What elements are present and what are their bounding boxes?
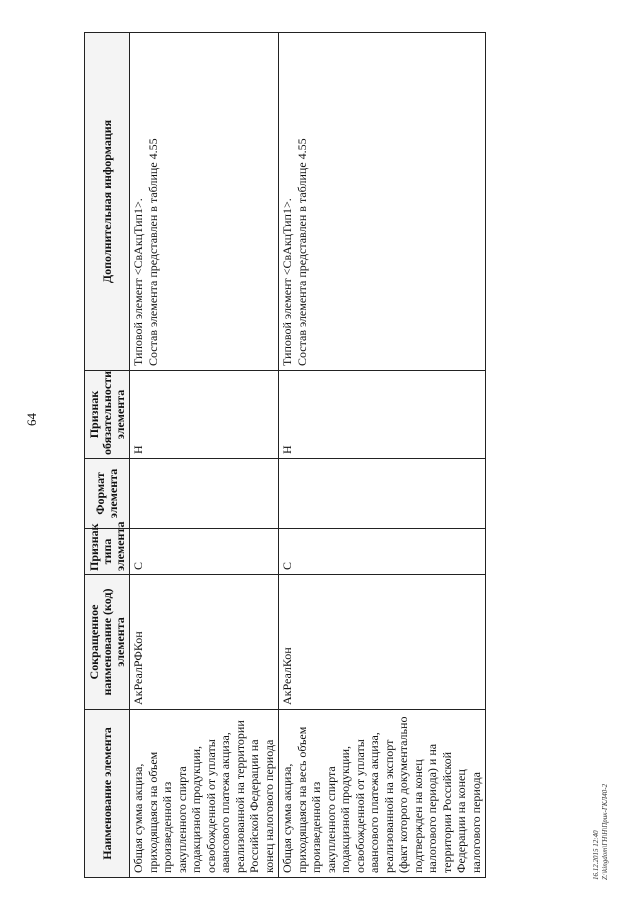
- info-line-2: Состав элемента представлен в таблице 4.55: [145, 138, 160, 366]
- header-code: Сокращенное наименование (код) элемента: [85, 575, 130, 710]
- cell-info: [279, 33, 486, 371]
- info-line-1: Типовой элемент <СвАкцТип1>.: [131, 198, 145, 366]
- stamp-date: 16.12.2015 12:40: [592, 830, 600, 880]
- cell-type: С: [279, 529, 486, 575]
- cell-code: АкРеалРФКон: [130, 575, 279, 710]
- elements-table: [84, 32, 486, 878]
- header-required: Признак обязательности элемента: [85, 371, 130, 459]
- info-line-1: Типовой элемент <СвАкцТип1>.: [280, 198, 294, 366]
- table-row: [130, 33, 279, 878]
- header-type: Признак типа элемента: [85, 529, 130, 575]
- cell-type: С: [130, 529, 279, 575]
- info-line-2: Состав элемента представлен в таблице 4.55: [294, 138, 309, 366]
- stamp-path: Z:\kingdom\ГН\Н\Прик-ГКЛ40-2: [601, 783, 609, 880]
- file-stamp: [592, 784, 610, 880]
- cell-format: [130, 459, 279, 529]
- cell-required: Н: [130, 371, 279, 459]
- cell-name: Общая сумма акциза, приходящаяся на весь объем произведенной из закупленного спирта подакцизной продукции, освобожденной от уплаты авансового платежа акциза, реализованной на экспорт (факт которого документально подтвержден на конец налогового периода) и на территории Российской Федерации на конец налогового периода: [279, 710, 486, 878]
- page-number: 64: [24, 413, 39, 426]
- cell-format: [279, 459, 486, 529]
- cell-required: Н: [279, 371, 486, 459]
- table-row: [279, 33, 486, 878]
- header-name: Наименование элемента: [85, 710, 130, 878]
- cell-info: [130, 33, 279, 371]
- table-header-row: [85, 33, 130, 878]
- cell-code: АкРеалКон: [279, 575, 486, 710]
- cell-name: Общая сумма акциза, приходящаяся на объем произведенной из закупленного спирта подакцизной продукции, освобожденной от уплаты авансового платежа акциза, реализованной на территории Российской Федерации на конец налогового периода: [130, 710, 279, 878]
- rotated-table-container: [84, 33, 483, 878]
- header-info: Дополнительная информация: [85, 33, 130, 371]
- header-format: Формат элемента: [85, 459, 130, 529]
